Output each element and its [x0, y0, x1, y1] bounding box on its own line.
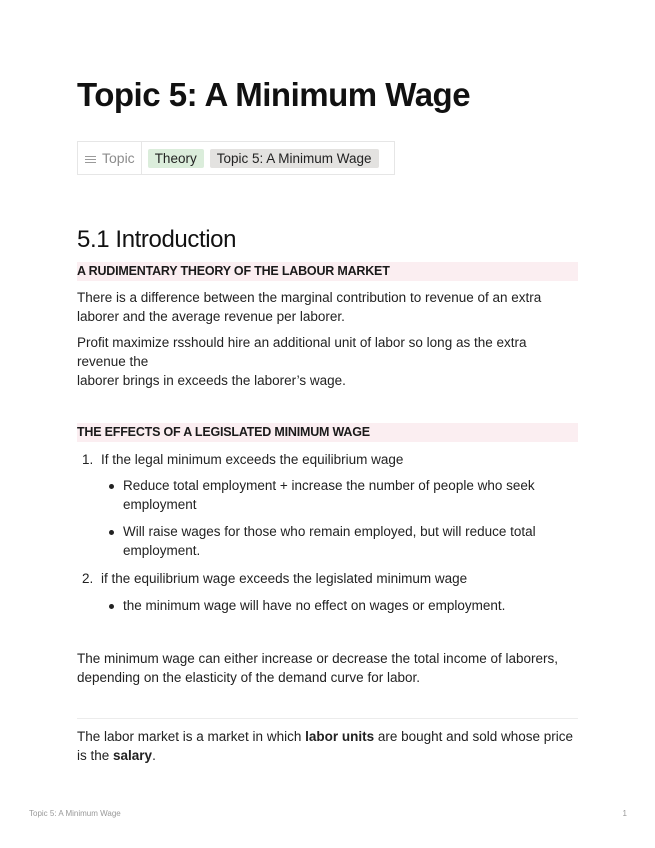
divider [77, 718, 578, 719]
paragraph-line: depending on the elasticity of the demand curve for labor. [77, 670, 420, 685]
bullet-text: the minimum wage will have no effect on wages or employment. [123, 598, 506, 613]
paragraph-labor-market-line2: is the salary. [77, 748, 156, 763]
bold-labor-units: labor units [305, 729, 375, 744]
property-tags [142, 149, 379, 168]
section-heading: 5.1 Introduction [77, 226, 237, 253]
property-row [77, 141, 395, 175]
list-number: 1. [82, 452, 94, 467]
page-title: Topic 5: A Minimum Wage [77, 76, 471, 113]
bullet-text: Will raise wages for those who remain employed, but will reduce total [123, 524, 536, 539]
paragraph-line: laborer brings in exceeds the laborer’s wage. [77, 373, 346, 388]
paragraph-labor-market: The labor market is a market in which labor units are bought and sold whose price [77, 729, 573, 744]
page-number: 1 [622, 809, 627, 818]
list-number: 2. [82, 571, 94, 586]
bullet-icon [109, 604, 114, 609]
paragraph-line: There is a difference between the marginal contribution to revenue of an extra [77, 290, 542, 305]
highlight-heading-labour-market: A RUDIMENTARY THEORY OF THE LABOUR MARKET [77, 262, 578, 281]
paragraph-line: laborer and the average revenue per laborer. [77, 309, 345, 324]
bullet-text: employment. [123, 543, 201, 558]
bullet-text: employment [123, 497, 197, 512]
footer-title: Topic 5: A Minimum Wage [29, 809, 121, 818]
property-name-cell [78, 142, 142, 174]
paragraph-line: Profit maximize rsshould hire an additional unit of labor so long as the extra [77, 335, 527, 350]
property-label: Topic [102, 150, 135, 166]
list-item-text: if the equilibrium wage exceeds the legislated minimum wage [101, 571, 468, 586]
bullet-icon [109, 484, 114, 489]
list-icon [85, 155, 96, 164]
paragraph-line: The minimum wage can either increase or decrease the total income of laborers, [77, 651, 558, 666]
bold-salary: salary [113, 748, 153, 763]
bullet-icon [109, 530, 114, 535]
tag-theory[interactable]: Theory [148, 149, 204, 168]
list-item-text: If the legal minimum exceeds the equilibrium wage [101, 452, 404, 467]
tag-topic[interactable]: Topic 5: A Minimum Wage [210, 149, 379, 168]
bullet-text: Reduce total employment + increase the number of people who seek [123, 478, 535, 493]
paragraph-line: revenue the [77, 354, 149, 369]
highlight-heading-minimum-wage: THE EFFECTS OF A LEGISLATED MINIMUM WAGE [77, 423, 578, 442]
